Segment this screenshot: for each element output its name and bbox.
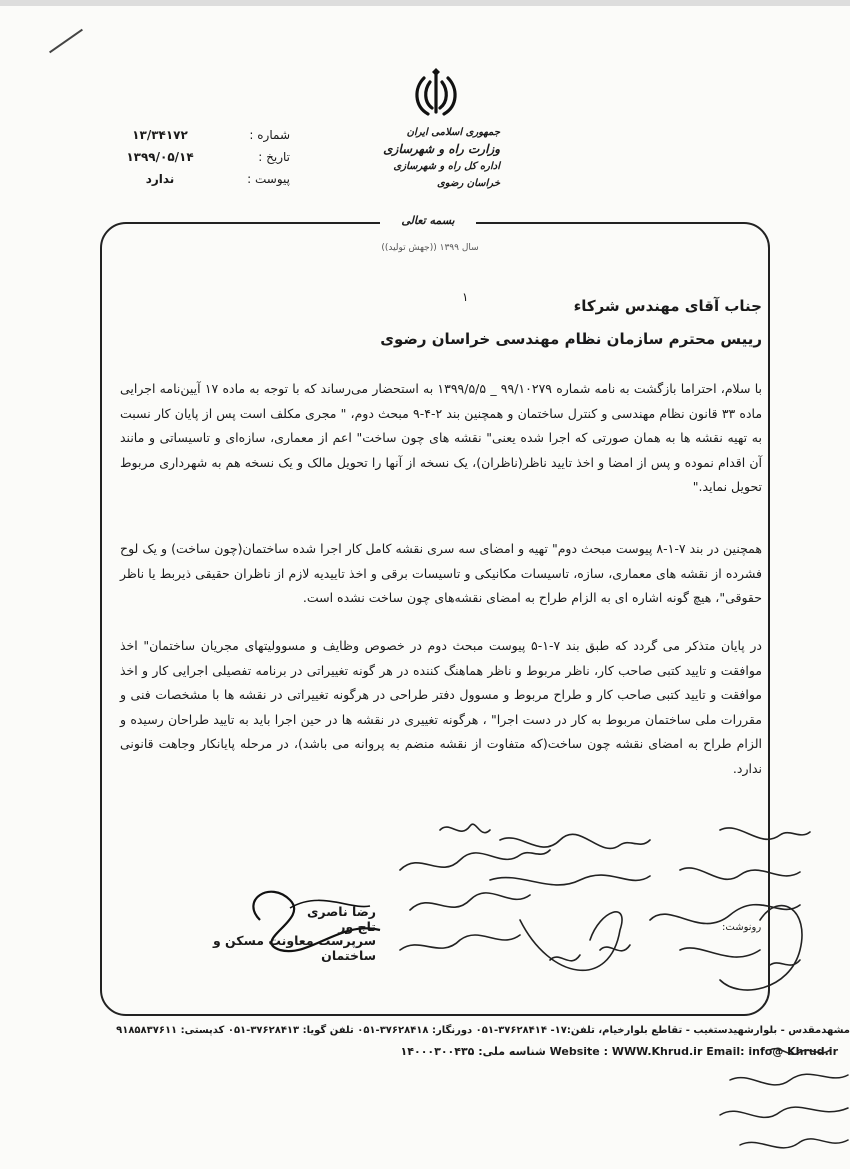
scan-edge <box>0 0 850 6</box>
paragraph-2: همچنین در بند ۷-۱-۸ پیوست مبحث دوم" تهیه و امضای سه سری نقشه کامل کار اجرا شده ساختمان(چون ساخت) و یک لوح فشرده از نقشه های معماری، سازه، تاسیسات مکانیکی و تاسیسات برقی و اخذ تاییدیه لازم از ناظران حقیقی ذیربط یا ناظر حقوقی"، هیچ گونه اشاره ای به الزام طراح به امضای نقشه‌های چون ساخت نشده است. <box>120 541 762 605</box>
org-line-1: جمهوری اسلامی ایران <box>406 127 500 138</box>
signer-title: سرپرست معاونت مسکن و ساختمان <box>212 933 376 963</box>
footer-address: مشهدمقدس - بلوارشهیدستغیب - تقاطع بلوارخیام، تلفن:۱۷- ۳۷۶۲۸۴۱۴-۰۵۱ دورنگار: ۳۷۶۲۸۴۱۸-۰۵۱ تلفن گویا: ۳۷۶۲۸۴۱۳-۰۵۱ کدپستی: ۹۱۸۵۸۳۷۶۱۱ <box>116 1025 850 1036</box>
org-line-2: وزارت راه و شهرسازی <box>383 142 500 156</box>
iran-emblem-icon <box>408 68 464 124</box>
signer-name: رضا ناصری تاج ور <box>306 904 376 934</box>
org-line-3: اداره کل راه و شهرسازی خراسان رضوی <box>393 161 500 189</box>
meta-number-row <box>110 124 290 146</box>
footer-web: Website : WWW.Khrud.ir Email: info@ Khrud.ir شناسه ملی: ۱۴۰۰۰۳۰۰۴۳۵ <box>400 1045 838 1058</box>
letter-meta <box>110 124 290 190</box>
year-slogan: سال ۱۳۹۹ ((جهش تولید)) <box>381 243 479 253</box>
bismillah: بسمه تعالی <box>401 214 455 227</box>
addressee-line-2: رییس محترم سازمان نظام مهندسی خراسان رضوی <box>380 330 762 348</box>
handwritten-notes <box>380 800 820 1010</box>
pen-mark <box>49 29 83 54</box>
small-mark: ۱ <box>462 290 469 304</box>
meta-label: پیوست : <box>247 172 290 186</box>
cc-label: رونوشت: <box>722 922 762 933</box>
bottom-handwriting <box>700 1040 850 1169</box>
org-header <box>360 124 500 192</box>
meta-label: شماره : <box>249 128 290 142</box>
meta-label: تاریخ : <box>258 150 290 164</box>
meta-attachment-row <box>110 168 290 190</box>
meta-value: ندارد <box>145 172 175 186</box>
meta-value: ۱۳۹۹/۰۵/۱۴ <box>126 150 194 164</box>
meta-date-row <box>110 146 290 168</box>
addressee-line-1: جناب آقای مهندس شرکاء <box>573 297 762 315</box>
paragraph-3: در پایان متذکر می گردد که طبق بند ۷-۱-۵ پیوست مبحث دوم در خصوص وظایف و مسوولیتهای مجریان ساختمان" اخذ موافقت و تایید کتبی صاحب کار، ناظر مربوط و ناظر هماهنگ کننده در هر گونه تغییراتی در برنامه تفصیلی اجرایی کار و اخذ موافقت و تایید کتبی صاحب کار و طراح مربوط و مسوول دفتر طراحی در هرگونه تغییراتی در نقشه ها با مشخصات فنی و مقررات ملی ساختمان مربوط به کار در دست اجرا" ، هرگونه تغییری در نقشه ها در حین اجرا باید به تایید طراحان رسیده و الزام طراح به امضای نقشه چون ساخت(که متفاوت از نقشه منضم به پروانه می باشد)، در مرحله پایانکار وجاهت قانونی ندارد. <box>120 638 762 776</box>
meta-value: ۱۳/۳۴۱۷۲ <box>132 128 188 142</box>
paragraph-1: با سلام، احتراما بازگشت به نامه شماره ۹۹/۱۰۲۷۹ _ ۱۳۹۹/۵/۵ به استحضار می‌رساند که با توجه به ماده ۱۷ آیین‌نامه اجرایی ماده ۳۳ قانون نظام مهندسی و کنترل ساختمان و همچنین بند ۲-۴-۹ مبحث دوم، " مجری مکلف است پس از پایان کار نسبت به تهیه نقشه ها به همان صورتی که اجرا شده یعنی" نقشه های چون ساخت" اعم از معماری، سازه‌ای و تاسیساتی و مانند آن اقدام نموده و پس از امضا و اخذ تایید ناظر(ناظران)، یک نسخه از آنها را تحویل مالک و یک نسخه هم به شهرداری مربوط تحویل نماید." <box>120 381 763 494</box>
